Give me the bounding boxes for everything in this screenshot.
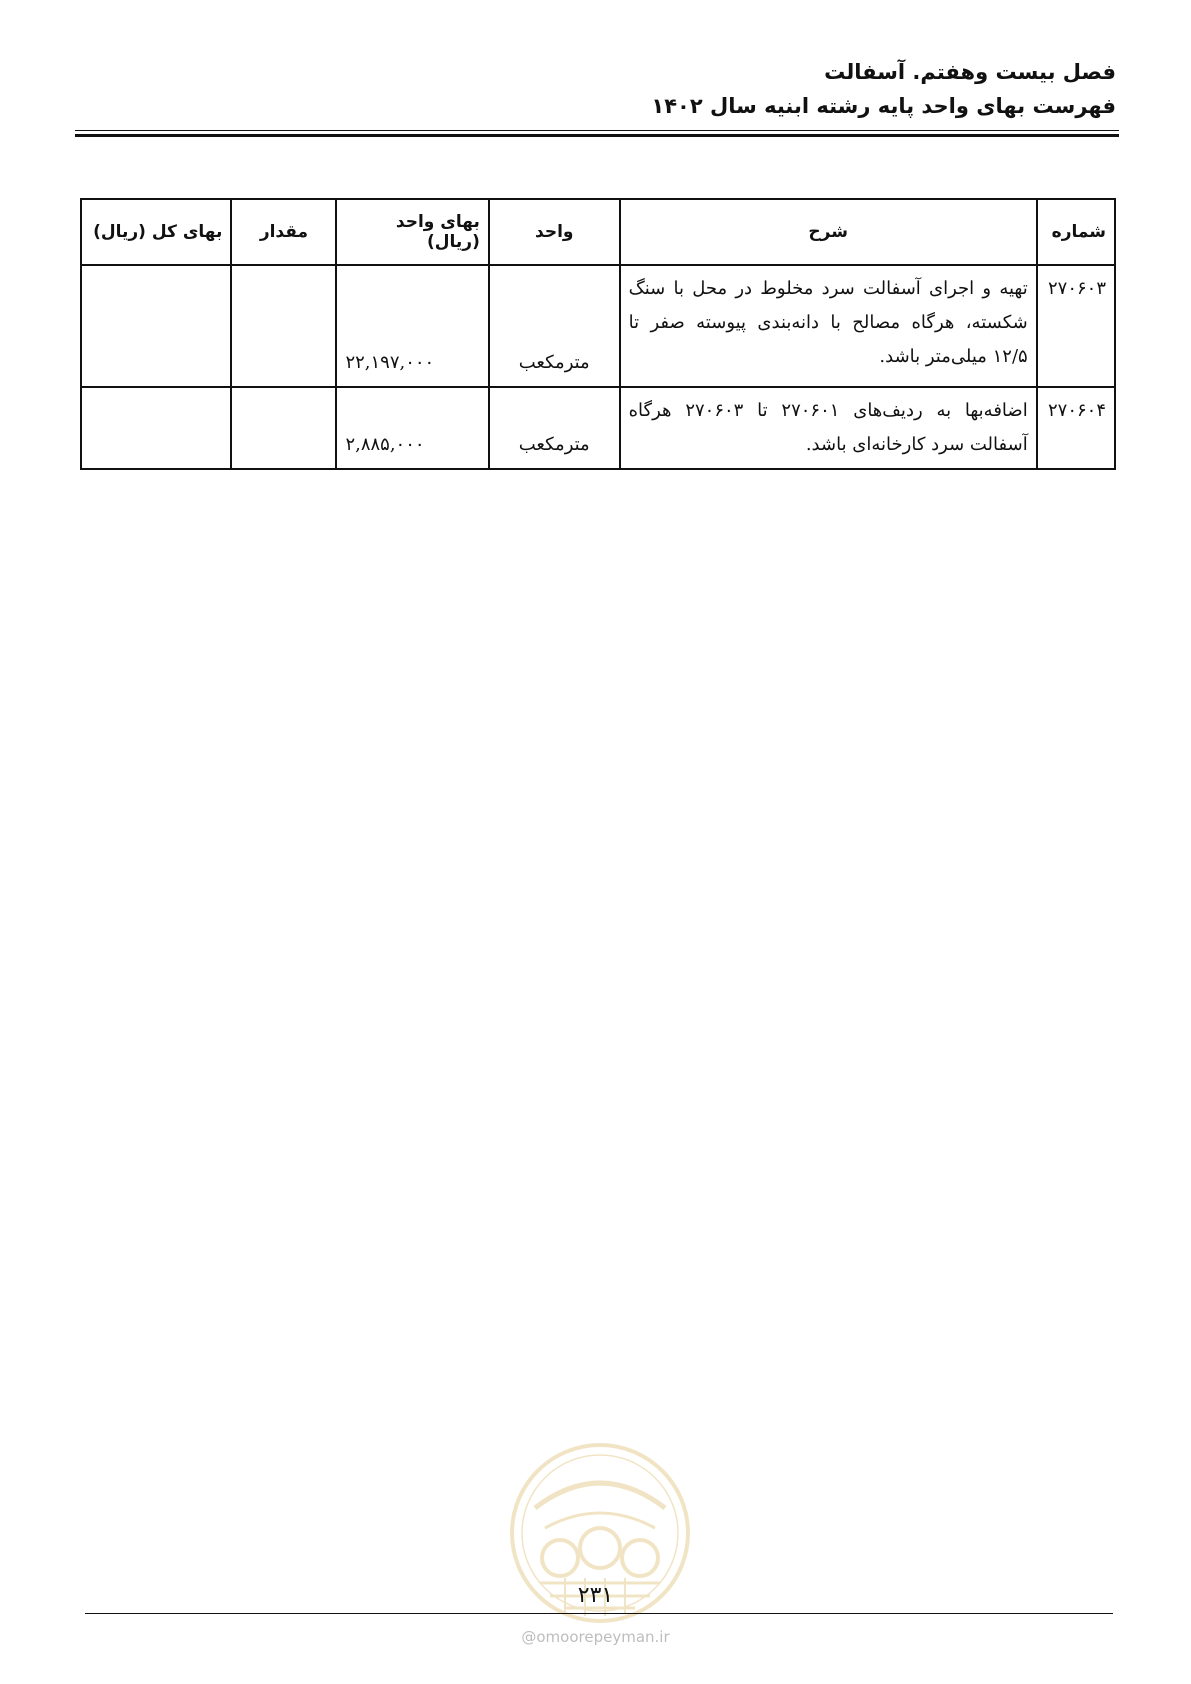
- header-description: شرح: [620, 199, 1037, 265]
- row-unit: مترمکعب: [489, 265, 620, 387]
- row-quantity: [231, 265, 336, 387]
- website-watermark: @omoorepeyman.ir: [521, 1628, 670, 1646]
- header-unit-price: بهای واحد (ریال): [336, 199, 488, 265]
- header-rule-thin: [75, 130, 1119, 131]
- row-total-price: [81, 265, 231, 387]
- header-total-price: بهای کل (ریال): [81, 199, 231, 265]
- row-unit-price: ۲۲,۱۹۷,۰۰۰: [336, 265, 488, 387]
- table-row: [81, 387, 1115, 469]
- page-header: [651, 55, 1116, 123]
- header-unit: واحد: [489, 199, 620, 265]
- row-total-price: [81, 387, 231, 469]
- list-title: فهرست بهای واحد پایه رشته ابنیه سال ۱۴۰۲: [651, 94, 1116, 118]
- row-unit-price: ۲,۸۸۵,۰۰۰: [336, 387, 488, 469]
- row-description: اضافه‌بها به ردیف‌های ۲۷۰۶۰۱ تا ۲۷۰۶۰۳ هرگاه آسفالت سرد کارخانه‌ای باشد.: [620, 387, 1037, 469]
- table-row: [81, 265, 1115, 387]
- page-number: ۲۳۱: [577, 1583, 614, 1608]
- header-quantity: مقدار: [231, 199, 336, 265]
- chapter-title: فصل بیست وهفتم. آسفالت: [824, 60, 1116, 84]
- header-rule-thick: [75, 134, 1119, 137]
- price-table: [80, 198, 1116, 470]
- row-description: تهیه و اجرای آسفالت سرد مخلوط در محل با سنگ شکسته، هرگاه مصالح با دانه‌بندی پیوسته صفر تا ۱۲/۵ میلی‌متر باشد.: [620, 265, 1037, 387]
- table-header-row: [81, 199, 1115, 265]
- footer-rule: [85, 1613, 1113, 1614]
- row-quantity: [231, 387, 336, 469]
- row-number: ۲۷۰۶۰۴: [1037, 387, 1115, 469]
- row-number: ۲۷۰۶۰۳: [1037, 265, 1115, 387]
- header-number: شماره: [1037, 199, 1115, 265]
- row-unit: مترمکعب: [489, 387, 620, 469]
